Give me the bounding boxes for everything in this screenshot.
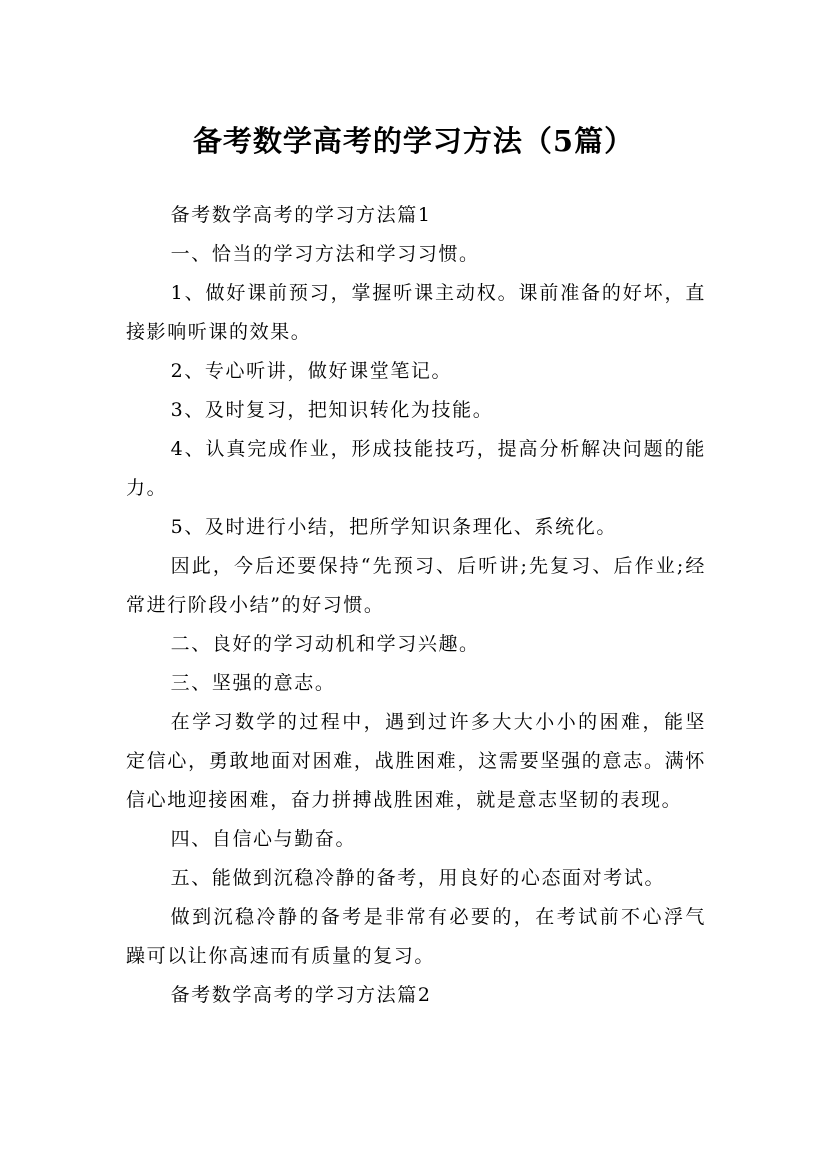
paragraph: 3、及时复习，把知识转化为技能。	[170, 399, 494, 421]
paragraph: 二、良好的学习动机和学习兴趣。	[170, 633, 480, 655]
paragraph: 4、认真完成作业，形成技能技巧，提高分析解决问题的能力。	[126, 438, 706, 499]
paragraph: 在学习数学的过程中，遇到过许多大大小小的困难，能坚定信心，勇敢地面对困难，战胜困难，这需要坚强的意志。满怀信心地迎接困难，奋力拼搏战胜困难，就是意志坚韧的表现。	[126, 711, 706, 811]
paragraph: 一、恰当的学习方法和学习习惯。	[170, 243, 480, 265]
paragraph: 因此，今后还要保持“先预习、后听讲;先复习、后作业;经常进行阶段小结”的好习惯。	[126, 555, 706, 616]
paragraph: 1、做好课前预习，掌握听课主动权。课前准备的好坏，直接影响听课的效果。	[126, 282, 706, 343]
paragraph: 五、能做到沉稳冷静的备考，用良好的心态面对考试。	[170, 867, 666, 889]
paragraph: 四、自信心与勤奋。	[170, 828, 357, 850]
paragraph: 三、坚强的意志。	[170, 672, 336, 694]
paragraph: 做到沉稳冷静的备考是非常有必要的，在考试前不心浮气躁可以让你高速而有质量的复习。	[126, 906, 706, 967]
paragraph: 2、专心听讲，做好课堂笔记。	[170, 360, 453, 382]
document-title: 备考数学高考的学习方法（5篇）	[192, 124, 635, 159]
paragraph: 5、及时进行小结，把所学知识条理化、系统化。	[170, 516, 617, 538]
section-heading-1: 备考数学高考的学习方法篇1	[170, 204, 432, 226]
document-body	[126, 196, 706, 1015]
section-heading-2: 备考数学高考的学习方法篇2	[170, 984, 432, 1006]
